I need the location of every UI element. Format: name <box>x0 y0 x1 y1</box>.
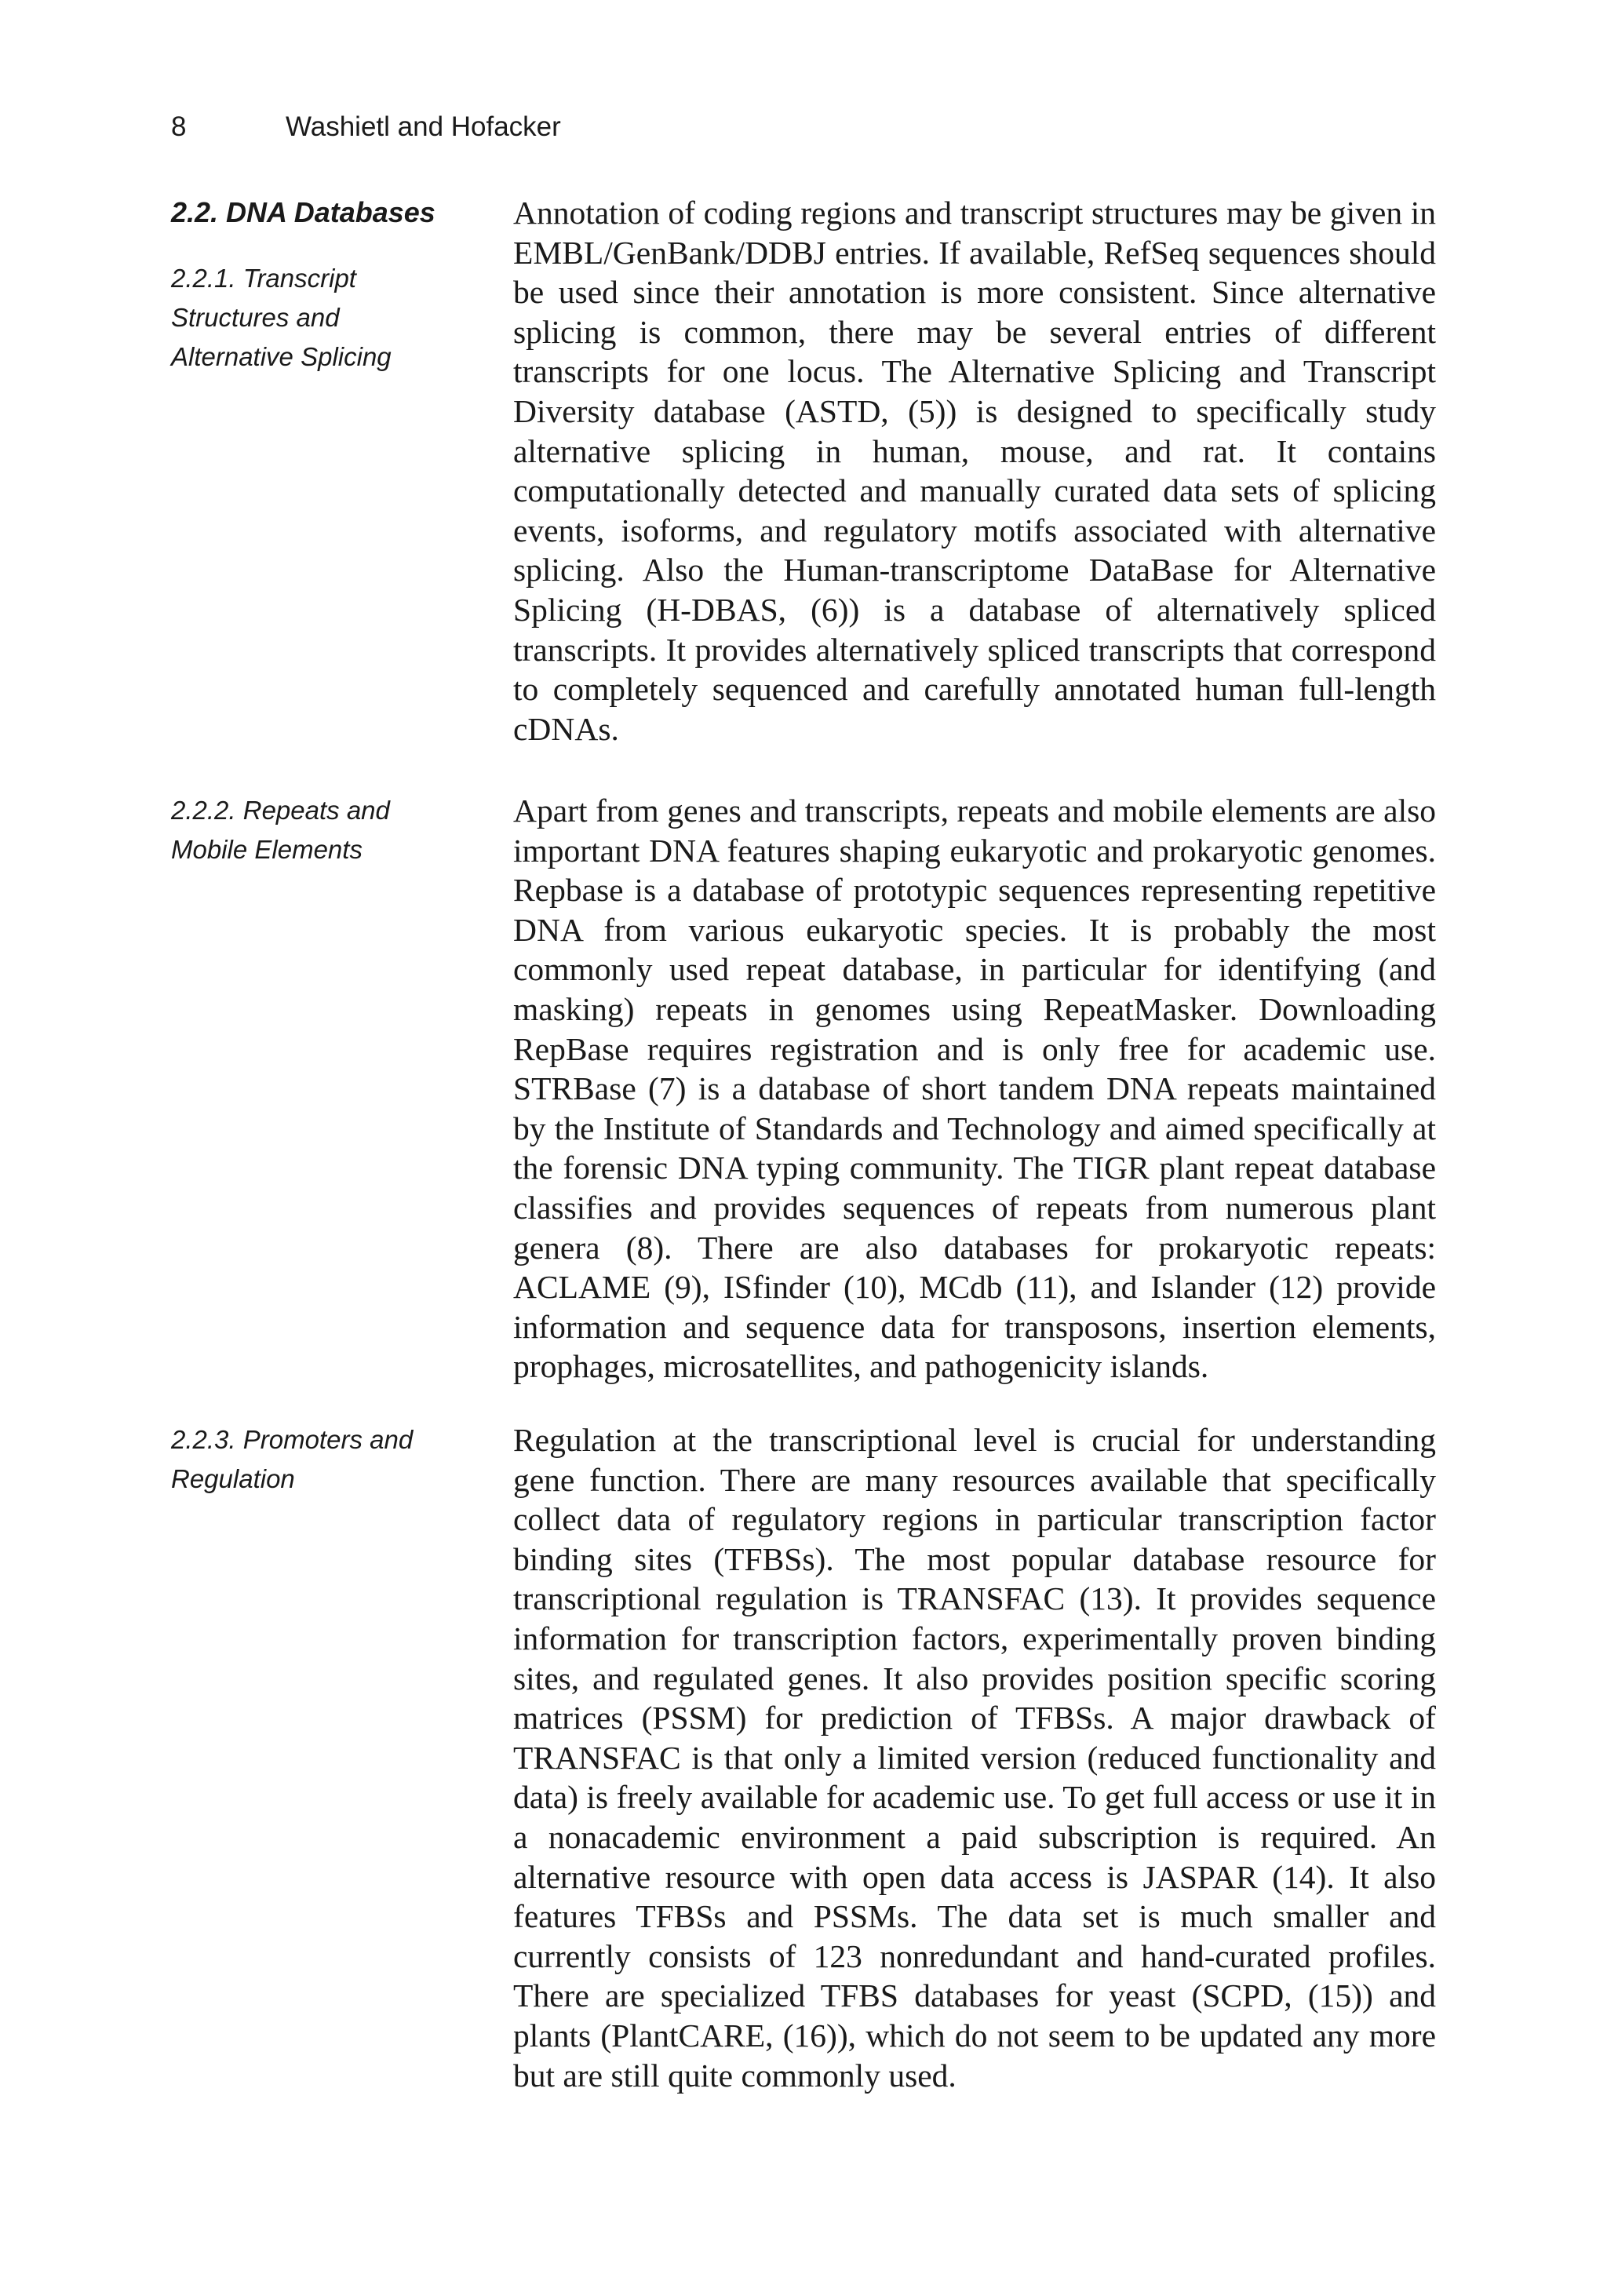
side-headings <box>171 193 477 377</box>
paragraph-body <box>513 791 1436 1387</box>
paragraph-body <box>513 1420 1436 2095</box>
running-head <box>171 111 561 143</box>
subsection-heading: 2.2.2. Repeats and Mobile Elements <box>171 796 390 864</box>
section-heading: 2.2. DNA Databases <box>171 196 435 228</box>
paragraph: Annotation of coding regions and transcript structures may be given in EMBL/GenBank/DDBJ entries. If available, RefSeq sequences should be used since their annotation is more consistent. Since alternative splicing is common, there may be several entries of different transcripts for one locus. The Alternative Splicing and Transcript Diversity database (ASTD, (5)) is designed to specifically study alternative splicing in human, mouse, and rat. It contains computationally detected and manually curated data sets of splicing events, isoforms, and regulatory motifs associated with alternative splicing. Also the Human-transcriptome DataBase for Alternative Splicing (H-DBAS, (6)) is a database of alternatively spliced transcripts. It provides alternatively spliced transcripts that correspond to completely sequenced and carefully annotated human full-length cDNAs. <box>513 195 1436 747</box>
subsection-heading: 2.2.3. Promoters and Regulation <box>171 1425 414 1493</box>
side-headings <box>171 791 477 869</box>
running-head-authors: Washietl and Hofacker <box>286 111 561 142</box>
paragraph-body <box>513 193 1436 749</box>
paragraph: Regulation at the transcriptional level is crucial for understanding gene function. There are many resources available that specifically collect data of regulatory regions in particular transcription factor binding sites (TFBSs). The most popular database resource for transcriptional regulation is TRANSFAC (13). It provides sequence information for transcription factors, experimentally proven binding sites, and regulated genes. It also provides position specific scoring matrices (PSSM) for prediction of TFBSs. A major drawback of TRANSFAC is that only a limited version (reduced functionality and data) is freely available for academic use. To get full access or use it in a nonacademic environment a paid subscription is required. An alternative resource with open data access is JASPAR (14). It also features TFBSs and PSSMs. The data set is much smaller and currently consists of 123 nonredundant and hand-curated profiles. There are specialized TFBS databases for yeast (SCPD, (15)) and plants (PlantCARE, (16)), which do not seem to be updated any more but are still quite commonly used. <box>513 1422 1436 2094</box>
side-headings <box>171 1420 477 1499</box>
paragraph: Apart from genes and transcripts, repeats and mobile elements are also important DNA features shaping eukaryotic and prokaryotic genomes. Repbase is a database of prototypic sequences representing repetitive DNA from various eukaryotic species. It is probably the most commonly used repeat database, in particular for identifying (and masking) repeats in genomes using RepeatMasker. Downloading RepBase requires registration and is only free for academic use. STRBase (7) is a database of short tandem DNA repeats maintained by the Institute of Standards and Technology and aimed specifically at the forensic DNA typing community. The TIGR plant repeat database classifies and provides sequences of repeats from numerous plant genera (8). There are also databases for prokaryotic repeats: ACLAME (9), ISfinder (10), MCdb (11), and Islander (12) provide information and sequence data for transposons, insertion elements, prophages, microsatellites, and pathogenicity islands. <box>513 793 1436 1385</box>
subsection-heading: 2.2.1. Transcript Structures and Alternative Splicing <box>171 264 392 371</box>
page-number: 8 <box>171 111 187 142</box>
